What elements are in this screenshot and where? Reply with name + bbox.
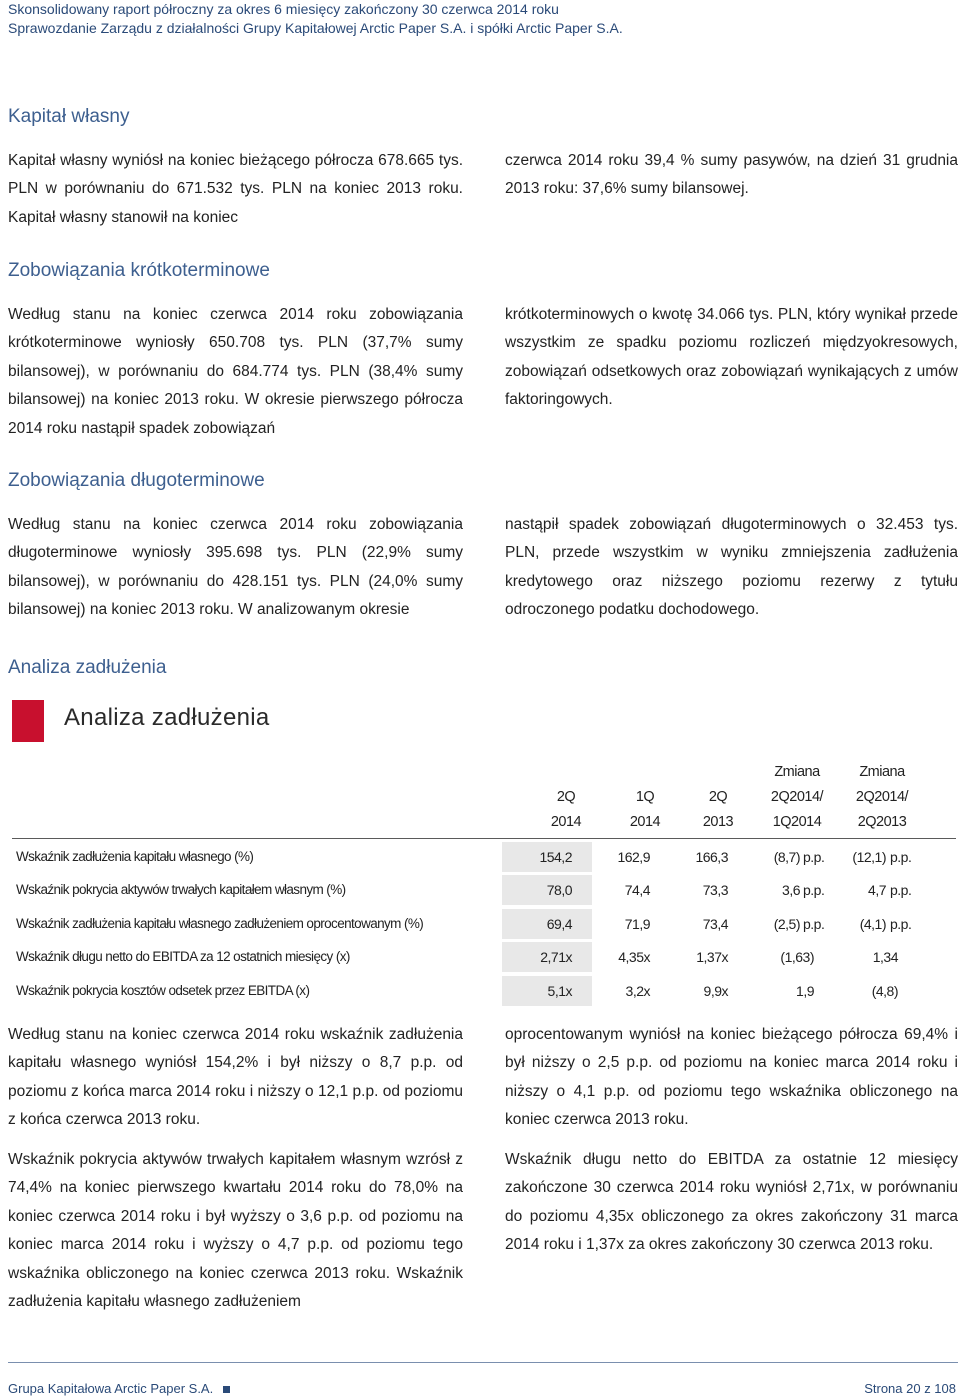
table-cell: 74,4 xyxy=(624,882,650,898)
column-header: 1Q 2014 xyxy=(629,789,661,830)
table-cell: 154,2 xyxy=(539,849,572,865)
table-cell: 3,6 xyxy=(782,882,800,898)
short-term-text-left: Według stanu na koniec czerwca 2014 roku zobowiązania krótkoterminowe wyniosły 650.708 tys. PLN (37,7% sumy bilansowej), w porównaniu do 684.774 tys. PLN (38,4% sumy bilansowej) na koniec 2013 roku. W okresie pierwszego półrocza 2014 roku nastąpił spadek zobowiązań xyxy=(8,306,463,437)
table-cell: 162,9 xyxy=(617,849,650,865)
column-header: Zmiana 2Q2014/ 2Q2013 xyxy=(855,764,909,830)
row-label: Wskaźnik długu netto do EBITDA za 12 ostatnich miesięcy (x) xyxy=(16,949,350,964)
table-cell: 71,9 xyxy=(624,916,650,932)
document-header xyxy=(8,0,623,38)
table-cell: (4,8) xyxy=(871,983,898,999)
table-row xyxy=(12,840,956,874)
table-row xyxy=(12,907,956,941)
table-cell: 5,1x xyxy=(547,983,572,999)
table-header-rule xyxy=(12,838,956,839)
column-header: 2Q 2014 xyxy=(550,789,582,830)
unit-label: p.p. xyxy=(803,882,825,898)
report-subtitle: Sprawozdanie Zarządu z działalności Grupy Kapitałowej Arctic Paper S.A. i spółki Arctic Paper S.A. xyxy=(8,20,623,36)
row-label: Wskaźnik pokrycia aktywów trwałych kapitałem własnym (%) xyxy=(16,882,346,897)
table-title: Analiza zadłużenia xyxy=(64,704,270,731)
footer-company-name: Grupa Kapitałowa Arctic Paper S.A. xyxy=(8,1381,214,1396)
long-term-text-right: nastąpił spadek zobowiązań długoterminowych o 32.453 tys. PLN, przede wszystkim w wyniku zmniejszenia zadłużenia kredytowego oraz niższego poziomu rezerwy z tytułu odroczonego podatku dochodowego. xyxy=(505,516,958,619)
table-cell: (12,1) xyxy=(852,849,886,865)
unit-label: p.p. xyxy=(890,882,912,898)
table-cell: (4,1) xyxy=(859,916,886,932)
table-cell: (2,5) xyxy=(773,916,800,932)
footer-page-number: Strona 20 z 108 xyxy=(864,1381,956,1396)
table-row xyxy=(12,873,956,907)
unit-label: p.p. xyxy=(803,849,825,865)
section-title-equity: Kapitał własny xyxy=(8,106,130,127)
column-header: Zmiana 2Q2014/ 1Q2014 xyxy=(770,764,824,830)
equity-text-left: Kapitał własny wyniósł na koniec bieżącego półrocza 678.665 tys. PLN w porównaniu do 671.532 tys. PLN na koniec 2013 roku. Kapitał własny stanowił na koniec xyxy=(8,152,463,226)
table-cell: 3,2x xyxy=(625,983,650,999)
table-cell: (1,63) xyxy=(780,949,814,965)
table-cell: 166,3 xyxy=(695,849,728,865)
report-title: Skonsolidowany raport półroczny za okres 6 miesięcy zakończony 30 czerwca 2014 roku xyxy=(8,1,559,17)
section-title-debt: Analiza zadłużenia xyxy=(8,657,167,678)
square-bullet-icon xyxy=(223,1386,230,1393)
analysis-text-right-2: Wskaźnik długu netto do EBITDA za ostatnie 12 miesięcy zakończone 30 czerwca 2014 roku wyniósł 2,71x, w porównaniu do poziomu 4,35x obliczonego za okres zakończony 31 marca 2014 roku i 1,37x za okres zakończony 30 czerwca 2013 roku. xyxy=(505,1151,958,1254)
analysis-text-right-1: oprocentowanym wyniósł na koniec bieżącego półrocza 69,4% i był niższy o 2,5 p.p. od poziomu na koniec marca 2014 roku i niższy o 4,1 p.p. od poziomu tego wskaźnika obliczonego na koniec czerwca 2013 roku. xyxy=(505,1026,958,1129)
table-row xyxy=(12,940,956,974)
column-header: 2Q 2013 xyxy=(702,789,734,830)
table-cell: 4,7 xyxy=(868,882,886,898)
table-cell: 9,9x xyxy=(703,983,728,999)
table-cell: 69,4 xyxy=(546,916,572,932)
table-cell: 1,34 xyxy=(872,949,898,965)
row-label: Wskaźnik zadłużenia kapitału własnego zadłużeniem oprocentowanym (%) xyxy=(16,916,424,931)
unit-label: p.p. xyxy=(890,849,912,865)
section-title-long-term: Zobowiązania długoterminowe xyxy=(8,470,265,491)
table-cell: 78,0 xyxy=(546,882,572,898)
long-term-text-left: Według stanu na koniec czerwca 2014 roku zobowiązania długoterminowe wyniosły 395.698 tys. PLN (22,9% sumy bilansowej), w porównaniu do 428.151 tys. PLN (24,0% sumy bilansowej) na koniec 2013 roku. W analizowanym okresie xyxy=(8,516,463,619)
table-cell: 73,3 xyxy=(702,882,728,898)
table-row xyxy=(12,974,956,1008)
section-title-short-term: Zobowiązania krótkoterminowe xyxy=(8,260,270,281)
table-accent-bar xyxy=(12,700,44,742)
equity-text-right: czerwca 2014 roku 39,4 % sumy pasywów, na dzień 31 grudnia 2013 roku: 37,6% sumy bilansowej. xyxy=(505,152,958,198)
unit-label: p.p. xyxy=(803,916,825,932)
unit-label: p.p. xyxy=(890,916,912,932)
footer-company xyxy=(8,1381,230,1396)
short-term-text-right: krótkoterminowych o kwotę 34.066 tys. PLN, który wynikał przede wszystkim ze spadku poziomu rozliczeń międzyokresowych, zobowiązań odsetkowych oraz zobowiązań wynikających z umów faktoringowych. xyxy=(505,306,958,409)
table-cell: 2,71x xyxy=(540,949,572,965)
footer-rule xyxy=(8,1362,958,1363)
table-cell: 1,37x xyxy=(696,949,728,965)
table-cell: (8,7) xyxy=(773,849,800,865)
table-cell: 73,4 xyxy=(702,916,728,932)
row-label: Wskaźnik zadłużenia kapitału własnego (%) xyxy=(16,849,254,864)
table-cell: 1,9 xyxy=(796,983,814,999)
row-label: Wskaźnik pokrycia kosztów odsetek przez EBITDA (x) xyxy=(16,983,310,998)
table-cell: 4,35x xyxy=(618,949,650,965)
analysis-text-left-2: Wskaźnik pokrycia aktywów trwałych kapitałem własnym wzrósł z 74,4% na koniec pierwszego kwartału 2014 roku do 78,0% na koniec czerwca 2014 roku i był wyższy o 3,6 p.p. od poziomu na koniec marca 2014 roku i wyższy o 4,7 p.p. od poziomu tego wskaźnika obliczonego na koniec czerwca 2013 roku. Wskaźnik zadłużenia kapitału własnego zadłużeniem xyxy=(8,1151,463,1311)
analysis-text-left-1: Według stanu na koniec czerwca 2014 roku wskaźnik zadłużenia kapitału własnego wyniósł 154,2% i był niższy o 8,7 p.p. od poziomu z końca marca 2014 roku i niższy o 12,1 p.p. od poziomu z końca czerwca 2013 roku. xyxy=(8,1026,463,1129)
